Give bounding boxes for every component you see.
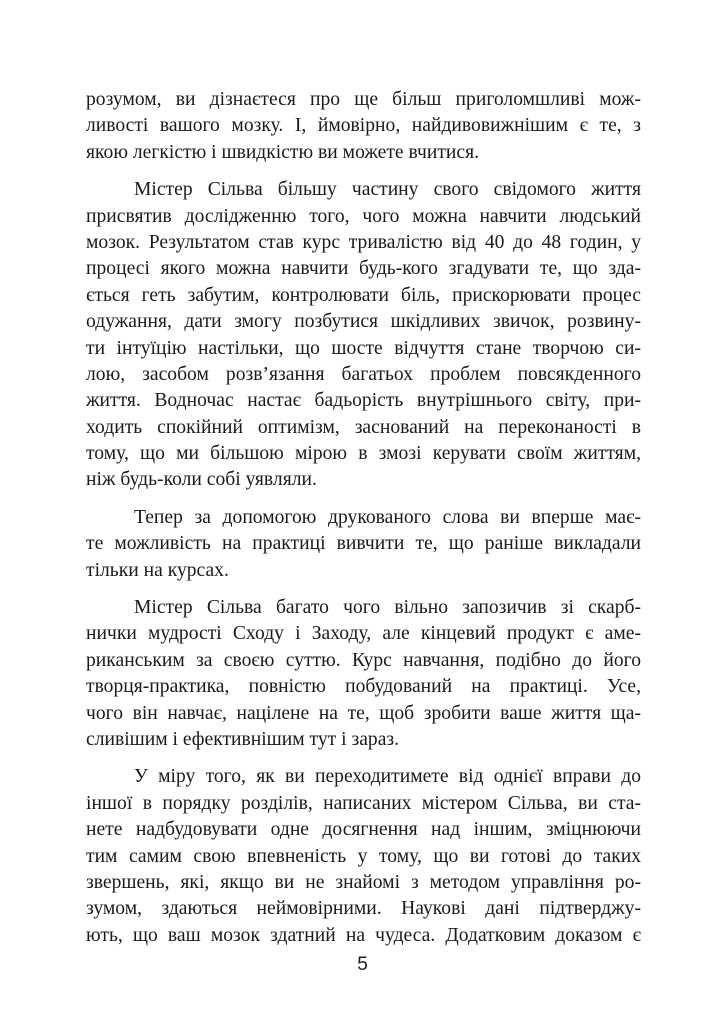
text-line: ливості вашого мозку. І, ймовірно, найдивовижнішим є те, з xyxy=(86,115,641,137)
text-line: зумом, здаються неймовірними. Наукові дані підтверджу- xyxy=(86,898,641,920)
text-line: ється геть забутим, контролювати біль, прискорювати процес xyxy=(86,284,641,306)
text-line: процесі якого можна навчити будь-кого згадувати те, що зда- xyxy=(86,258,641,280)
text-line: нички мудрості Сходу і Заходу, але кінцевий продукт є аме- xyxy=(86,623,641,645)
text-line: творця-практика, повністю побудований на практиці. Усе, xyxy=(86,676,641,698)
text-line: нете надбудовувати одне досягнення над іншим, зміцнюючи xyxy=(86,819,641,841)
page-body xyxy=(86,87,641,960)
text-line: ти інтуїцію настільки, що шосте відчуття стане творчою си- xyxy=(86,337,641,359)
text-line: звершень, які, якщо ви не знайомі з методом управління ро- xyxy=(86,871,641,893)
text-line: У міру того, як ви переходитимете від однієї вправи до xyxy=(134,766,641,788)
text-line: чого він навчає, націлене на те, щоб зробити ваше життя ща- xyxy=(86,702,641,724)
text-line: ють, що ваш мозок здатний на чудеса. Додатковим доказом є xyxy=(86,924,641,946)
text-line: життя. Водночас настає бадьорість внутрішнього світу, при- xyxy=(86,390,641,412)
paragraph xyxy=(86,505,641,584)
paragraph xyxy=(86,764,641,949)
text-line: Тепер за допомогою друкованого слова ви вперше має- xyxy=(134,506,641,528)
text-line: мозок. Результатом став курс тривалістю від 40 до 48 годин, у xyxy=(86,231,641,253)
text-line: риканським за своєю суттю. Курс навчання, подібно до його xyxy=(86,649,641,671)
text-line: ходить спокійний оптимізм, заснований на переконаності в xyxy=(86,416,641,438)
paragraph xyxy=(86,87,641,166)
text-line: тільки на курсах. xyxy=(86,559,229,581)
text-line: одужання, дати змогу позбутися шкідливих звичок, розвину- xyxy=(86,311,641,333)
text-line: тим самим свою впевненість у тому, що ви готові до таких xyxy=(86,845,641,867)
text-line: присвятив дослідженню того, чого можна навчити людський xyxy=(86,205,641,227)
paragraph xyxy=(86,595,641,753)
text-line: ніж будь-коли собі уявляли. xyxy=(86,469,317,491)
paragraph xyxy=(86,177,641,494)
text-line: Містер Сільва багато чого вільно запозичив зі скарб- xyxy=(134,597,641,619)
text-line: Містер Сільва більшу частину свого свідомого життя xyxy=(134,179,641,201)
text-line: лою, засобом розв’язання багатьох проблем повсякденного xyxy=(86,363,641,385)
text-line: іншої в порядку розділів, написаних містером Сільва, ви ста- xyxy=(86,792,641,814)
text-line: розумом, ви дізнаєтеся про ще більш приголомшливі мож- xyxy=(86,89,641,110)
text-line: те можливість на практиці вивчити те, що раніше викладали xyxy=(86,533,641,555)
text-line: тому, що ми більшою мірою в змозі керувати своїм життям, xyxy=(86,443,641,465)
text-line: якою легкістю і швидкістю ви можете вчитися. xyxy=(86,141,480,163)
page-number: 5 xyxy=(357,954,368,975)
text-line: сливішим і ефективнішим тут і зараз. xyxy=(86,728,400,750)
